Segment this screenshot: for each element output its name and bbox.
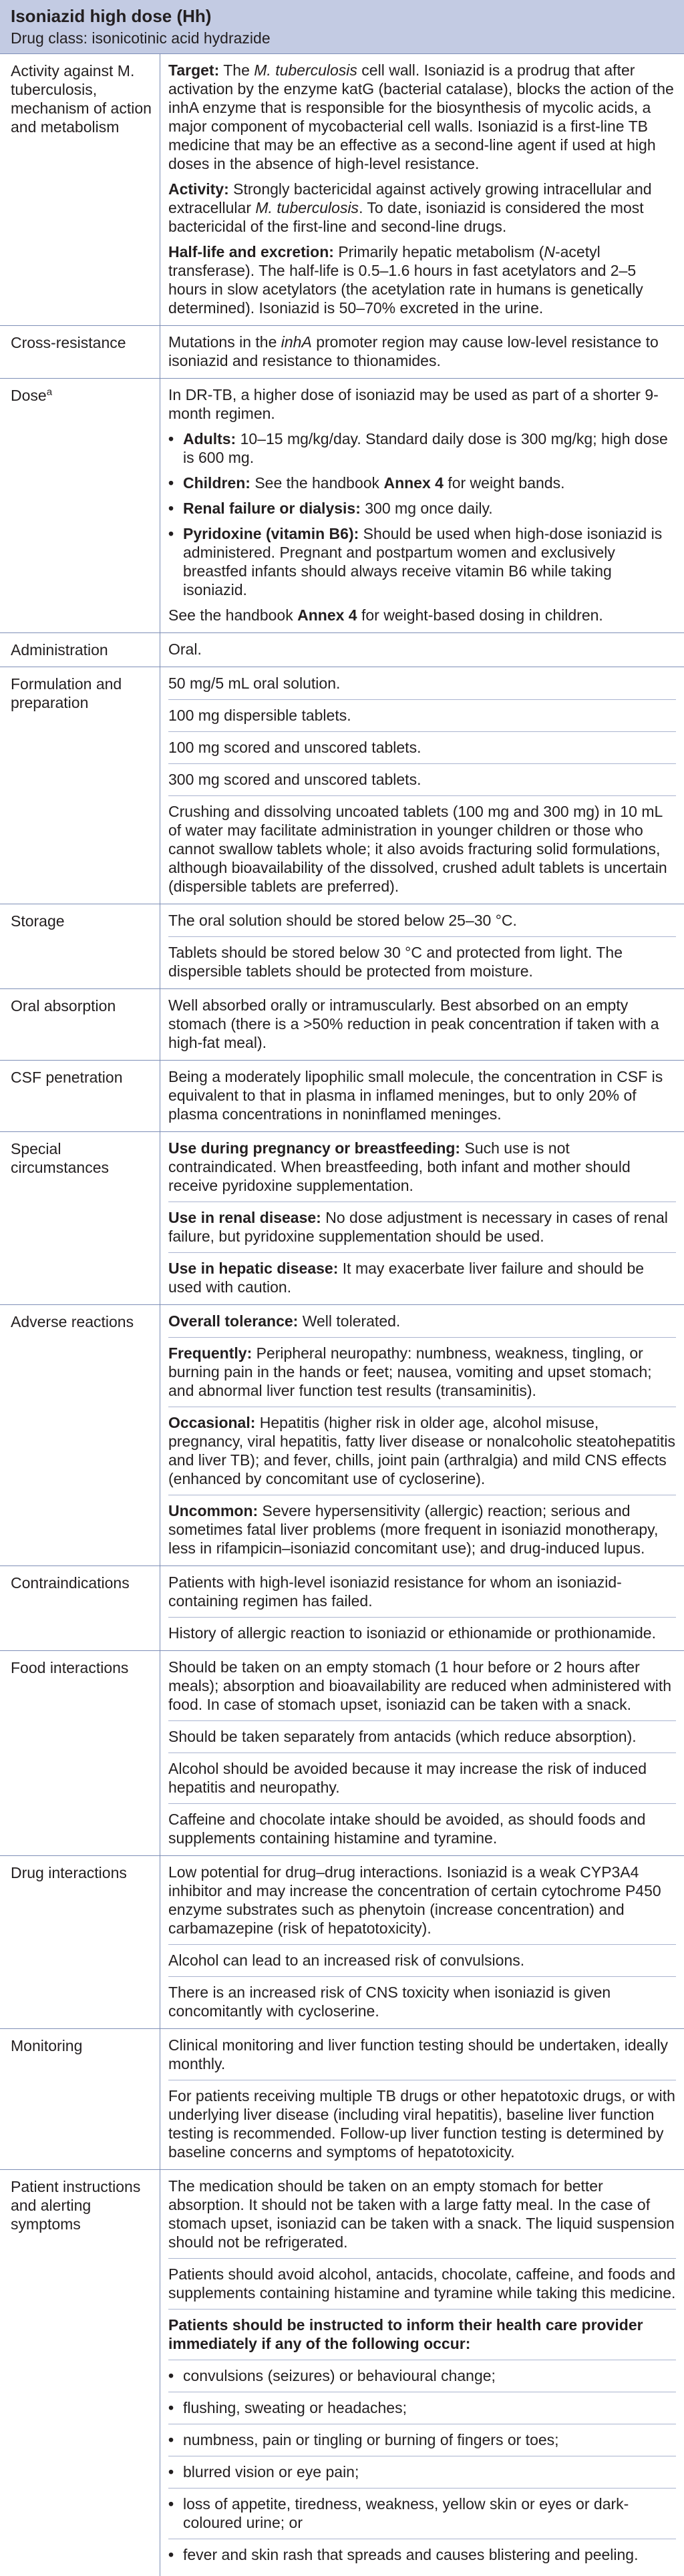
half-life-heading: Half-life and excretion: (168, 243, 334, 260)
dose-see-annex (168, 606, 676, 624)
gene-name: inhA (281, 333, 312, 351)
overall-text: Well tolerated. (298, 1312, 401, 1330)
row-content-dose (160, 379, 684, 632)
row-label-patient-instructions: Patient instructions and alerting symptoms (0, 2170, 160, 2576)
divider (168, 699, 676, 700)
row-activity (0, 54, 684, 326)
divider (168, 2258, 676, 2259)
activity-text: Strongly bactericidal against actively growing intracellular and extracellular (168, 180, 652, 216)
oral-absorption-text: Well absorbed orally or intramuscularly. Best absorbed on an empty stomach (there is a >50% reduction in peak concentration if taken with a high-fat meal). (168, 996, 659, 1051)
formulation-item: 50 mg/5 mL oral solution. (168, 675, 341, 692)
storage-text: The oral solution should be stored below 25–30 °C. (168, 912, 517, 929)
bullet-marker: • (168, 525, 174, 542)
contraindication-item: History of allergic reaction to isoniazid or ethionamide or prothionamide. (168, 1624, 656, 1642)
activity-activity (168, 180, 676, 236)
row-content-oral-absorption (160, 989, 684, 1060)
alert-symptom-text: loss of appetite, tiredness, weakness, yellow skin or eyes or dark-coloured urine; or (183, 2495, 629, 2531)
formulation-item: 100 mg dispersible tablets. (168, 707, 351, 724)
divider (168, 1337, 676, 1338)
drug-class: Drug class: isonicotinic acid hydrazide (11, 29, 271, 47)
dose-intro: In DR-TB, a higher dose of isoniazid may be used as part of a shorter 9-month regimen. (168, 386, 659, 422)
pyridoxine-heading: Pyridoxine (vitamin B6): (183, 525, 359, 542)
divider (168, 1944, 676, 1945)
food-interaction-item: Alcohol should be avoided because it may increase the risk of induced hepatitis and neuropathy. (168, 1760, 647, 1796)
row-monitoring (0, 2029, 684, 2170)
divider (168, 1720, 676, 1721)
row-label-activity: Activity against M. tuberculosis, mechanism of action and metabolism (0, 54, 160, 325)
row-content-food-interactions (160, 1651, 684, 1855)
dose-bullet-text (183, 474, 676, 492)
row-label-food-interactions: Food interactions (0, 1651, 160, 1855)
half-life-text: Primarily hepatic metabolism ( (333, 243, 544, 260)
row-content-cross-resistance (160, 326, 684, 378)
row-contraindications (0, 1566, 684, 1651)
children-text: for weight bands. (443, 474, 565, 492)
special-renal (168, 1208, 676, 1246)
overall-heading: Overall tolerance: (168, 1312, 299, 1330)
divider (168, 2309, 676, 2310)
food-interaction-item: Should be taken separately from antacids (which reduce absorption). (168, 1728, 637, 1745)
row-label-administration: Administration (0, 633, 160, 667)
formulation-item: 300 mg scored and unscored tablets. (168, 771, 421, 788)
organism-name: M. tuberculosis (255, 199, 359, 216)
hepatic-disease-text: It may exacerbate liver failure and should be used with caution. (168, 1260, 645, 1296)
uncommon-text: Severe hypersensitivity (allergic) reaction; serious and sometimes fatal liver problems (more frequent in isoniazid monotherapy, less in rifampicin–isoniazid concomitant use); and drug-induced lupus. (168, 1502, 659, 1557)
bullet-marker: • (168, 2431, 174, 2448)
bullet-marker: • (168, 2546, 174, 2563)
row-cross-resistance (0, 326, 684, 379)
children-text: See the handbook (250, 474, 384, 492)
row-content-special-circumstances (160, 1132, 684, 1304)
adults-text: 10–15 mg/kg/day. Standard daily dose is 300 mg/kg; high dose is 600 mg. (183, 430, 668, 466)
dose-bullet-text (183, 429, 676, 467)
row-label-oral-absorption: Oral absorption (0, 989, 160, 1060)
row-label-contraindications: Contraindications (0, 1566, 160, 1650)
row-food-interactions (0, 1651, 684, 1856)
divider (168, 731, 676, 732)
cross-resistance-text-part: promoter region may cause low-level resistance to isoniazid and resistance to thionamides. (168, 333, 659, 369)
row-storage (0, 904, 684, 989)
patient-instruction: The medication should be taken on an empty stomach for better absorption. It should not be taken with a large fatty meal. In the case of stomach upset, isoniazid can be taken with a snack. The liquid suspension should not be refrigerated. (168, 2177, 675, 2251)
renal-text: 300 mg once daily. (360, 500, 493, 517)
see-annex-text: See the handbook (168, 606, 298, 624)
row-content-monitoring (160, 2029, 684, 2169)
dose-bullet-renal (168, 499, 676, 518)
dose-bullet-children (168, 474, 676, 492)
row-adverse-reactions (0, 1305, 684, 1566)
dose-bullet-pyridoxine (168, 524, 676, 599)
row-label-dose (0, 379, 160, 632)
row-content-administration (160, 633, 684, 667)
occasional-heading: Occasional: (168, 1414, 256, 1431)
row-content-storage (160, 904, 684, 988)
row-administration (0, 633, 684, 667)
row-label-storage: Storage (0, 904, 160, 988)
adults-heading: Adults: (183, 430, 236, 447)
bullet-marker: • (168, 2495, 174, 2513)
patient-instruction: Patients should avoid alcohol, antacids, chocolate, caffeine, and foods and supplements containing histamine and tyramine while taking this medicine. (168, 2265, 676, 2302)
target-text: cell wall. Isoniazid is a prodrug that after activation by the enzyme katG (bacterial catalase), blocks the action of the inhA enzyme that is responsible for the biosynthesis of mycolic acids, a major component of mycobacterial cell walls. Isoniazid is a first-line TB medicine that may be an effective as a second-line agent if used at high doses in the absence of high-level resistance. (168, 61, 674, 172)
frequent-heading: Frequently: (168, 1344, 252, 1362)
activity-target (168, 61, 676, 173)
row-content-drug-interactions (160, 1856, 684, 2028)
row-special-circumstances (0, 1132, 684, 1305)
row-formulation (0, 667, 684, 904)
dose-bullet-text (183, 524, 676, 599)
adverse-occasional (168, 1413, 676, 1488)
activity-half-life (168, 242, 676, 317)
drug-interaction-item: Alcohol can lead to an increased risk of convulsions. (168, 1952, 525, 1969)
food-interaction-item: Caffeine and chocolate intake should be avoided, as should foods and supplements containing histamine and tyramine. (168, 1811, 646, 1847)
row-label-csf-penetration: CSF penetration (0, 1061, 160, 1131)
adverse-frequent (168, 1344, 676, 1400)
row-content-contraindications (160, 1566, 684, 1650)
formulation-note: Crushing and dissolving uncoated tablets (100 mg and 300 mg) in 10 mL of water may facilitate administration in younger children or those who cannot swallow tablets whole; it also avoids fracturing solid formulations, although bioavailability of the dissolved, crushed adult tablets is uncertain (dispersible tablets are preferred). (168, 803, 667, 895)
activity-text: . To date, isoniazid is considered the most bactericidal of the first-line and second-line drugs. (168, 199, 644, 235)
alerting-symptoms-heading: Patients should be instructed to inform their health care provider immediately if any of the following occur: (168, 2316, 643, 2352)
special-hepatic (168, 1259, 676, 1296)
row-content-formulation (160, 667, 684, 904)
row-content-csf-penetration (160, 1061, 684, 1131)
row-content-patient-instructions (160, 2170, 684, 2576)
divider (168, 1803, 676, 1804)
target-heading: Target: (168, 61, 220, 79)
bullet-marker: • (168, 2463, 174, 2480)
divider (168, 1976, 676, 1977)
pregnancy-heading: Use during pregnancy or breastfeeding: (168, 1139, 461, 1157)
row-label-monitoring: Monitoring (0, 2029, 160, 2169)
row-content-activity (160, 54, 684, 325)
alert-symptom-text: convulsions (seizures) or behavioural change; (183, 2367, 496, 2384)
alert-symptom-text: fever and skin rash that spreads and causes blistering and peeling. (183, 2546, 639, 2563)
row-label-formulation: Formulation and preparation (0, 667, 160, 904)
pregnancy-text: Such use is not contraindicated. When breastfeeding, both infant and mother should receive pyridoxine supplementation. (168, 1139, 631, 1194)
pyridoxine-text: Should be used when high-dose isoniazid is administered. Pregnant and postpartum women and exclusively breastfed infants should always receive vitamin B6 while taking isoniazid. (183, 525, 663, 598)
row-label-cross-resistance: Cross-resistance (0, 326, 160, 378)
special-pregnancy (168, 1139, 676, 1195)
alert-symptom-item (168, 2366, 676, 2385)
row-label-adverse-reactions: Adverse reactions (0, 1305, 160, 1566)
contraindication-item: Patients with high-level isoniazid resistance for whom an isoniazid-containing regimen has failed. (168, 1574, 622, 1610)
bullet-marker: • (168, 2399, 174, 2416)
bullet-marker: • (168, 500, 174, 517)
children-heading: Children: (183, 474, 250, 492)
row-dose (0, 379, 684, 633)
uncommon-heading: Uncommon: (168, 1502, 259, 1519)
drug-interaction-item: Low potential for drug–drug interactions. Isoniazid is a weak CYP3A4 inhibitor and may increase the concentration of certain cytochrome P450 enzyme substrates such as phenytoin (increase concentration) and carbamazepine (risk of hepatotoxicity). (168, 1863, 661, 1937)
adverse-overall (168, 1312, 676, 1330)
renal-disease-heading: Use in renal disease: (168, 1209, 321, 1226)
divider (168, 763, 676, 764)
dose-bullet-adults (168, 429, 676, 467)
storage-text: Tablets should be stored below 30 °C and protected from light. The dispersible tablets should be protected from moisture. (168, 944, 623, 980)
bullet-marker: • (168, 474, 174, 492)
occasional-text: Hepatitis (higher risk in older age, alcohol misuse, pregnancy, viral hepatitis, fatty liver disease or nonalcoholic steatohepatitis and liver TB); and fever, chills, joint pain (arthralgia) and mild CNS effects (enhanced by concomitant use of cycloserine). (168, 1414, 675, 1487)
bullet-marker: • (168, 430, 174, 447)
annex-reference: Annex 4 (383, 474, 444, 492)
adverse-uncommon (168, 1501, 676, 1557)
divider (168, 1617, 676, 1618)
dose-label-text: Dose (11, 387, 47, 404)
alert-symptom-text: flushing, sweating or headaches; (183, 2399, 407, 2416)
row-oral-absorption (0, 989, 684, 1061)
row-csf-penetration (0, 1061, 684, 1132)
alert-symptom-item (168, 2430, 676, 2449)
monitoring-item: Clinical monitoring and liver function testing should be undertaken, ideally monthly. (168, 2036, 668, 2072)
target-text: The (219, 61, 254, 79)
row-patient-instructions (0, 2170, 684, 2576)
alert-symptom-text: blurred vision or eye pain; (183, 2463, 359, 2480)
administration-text: Oral. (168, 640, 202, 658)
renal-disease-text: No dose adjustment is necessary in cases of renal failure, but pyridoxine supplementation should be used. (168, 1209, 668, 1245)
alert-symptom-item (168, 2495, 676, 2532)
row-label-special-circumstances: Special circumstances (0, 1132, 160, 1304)
alert-symptom-item (168, 2462, 676, 2481)
half-life-text: -acetyl transferase). The half-life is 0.5–1.6 hours in fast acetylators and 2–5 hours in slow acetylators (the acetylation rate in humans is genetically determined). Isoniazid is 50–70% excreted in the urine. (168, 243, 643, 317)
row-content-adverse-reactions (160, 1305, 684, 1566)
see-annex-text: for weight-based dosing in children. (357, 606, 603, 624)
monograph-header (0, 0, 684, 54)
renal-heading: Renal failure or dialysis: (183, 500, 361, 517)
alert-symptom-item (168, 2545, 676, 2564)
half-life-italic-n: N (544, 243, 555, 260)
dose-footnote-marker: a (46, 386, 53, 398)
divider (168, 2488, 676, 2489)
activity-heading: Activity: (168, 180, 229, 198)
row-label-drug-interactions: Drug interactions (0, 1856, 160, 2028)
drug-interaction-item: There is an increased risk of CNS toxicity when isoniazid is given concomitantly with cycloserine. (168, 1984, 611, 2020)
dose-bullet-text (183, 499, 676, 518)
alert-symptom-text: numbness, pain or tingling or burning of fingers or toes; (183, 2431, 559, 2448)
cross-resistance-text-part: Mutations in the (168, 333, 281, 351)
bullet-marker: • (168, 2367, 174, 2384)
alert-symptom-item (168, 2398, 676, 2417)
drug-title: Isoniazid high dose (Hh) (11, 6, 212, 26)
divider (168, 936, 676, 937)
organism-name: M. tuberculosis (254, 61, 357, 79)
row-drug-interactions (0, 1856, 684, 2029)
divider (168, 1252, 676, 1253)
food-interaction-item: Should be taken on an empty stomach (1 hour before or 2 hours after meals); absorption and bioavailability are reduced when administered with food. In case of stomach upset, isoniazid can be taken with a snack. (168, 1658, 672, 1713)
csf-text: Being a moderately lipophilic small molecule, the concentration in CSF is equivalent to that in plasma in inflamed meninges, but to only 20% of plasma concentrations in noninflamed meninges. (168, 1068, 663, 1123)
cross-resistance-text (168, 333, 676, 370)
monitoring-item: For patients receiving multiple TB drugs or other hepatotoxic drugs, or with underlying liver disease (including viral hepatitis), baseline liver function testing is recommended. Follow-up liver function testing is determined by baseline concerns and symptoms of hepatotoxicity. (168, 2087, 675, 2161)
hepatic-disease-heading: Use in hepatic disease: (168, 1260, 339, 1277)
formulation-item: 100 mg scored and unscored tablets. (168, 739, 421, 756)
annex-reference: Annex 4 (297, 606, 357, 624)
frequent-text: Peripheral neuropathy: numbness, weakness, tingling, or burning pain in the hands or feet; nausea, vomiting and upset stomach; and abnormal liver function test results (transaminitis). (168, 1344, 652, 1399)
divider (168, 795, 676, 796)
